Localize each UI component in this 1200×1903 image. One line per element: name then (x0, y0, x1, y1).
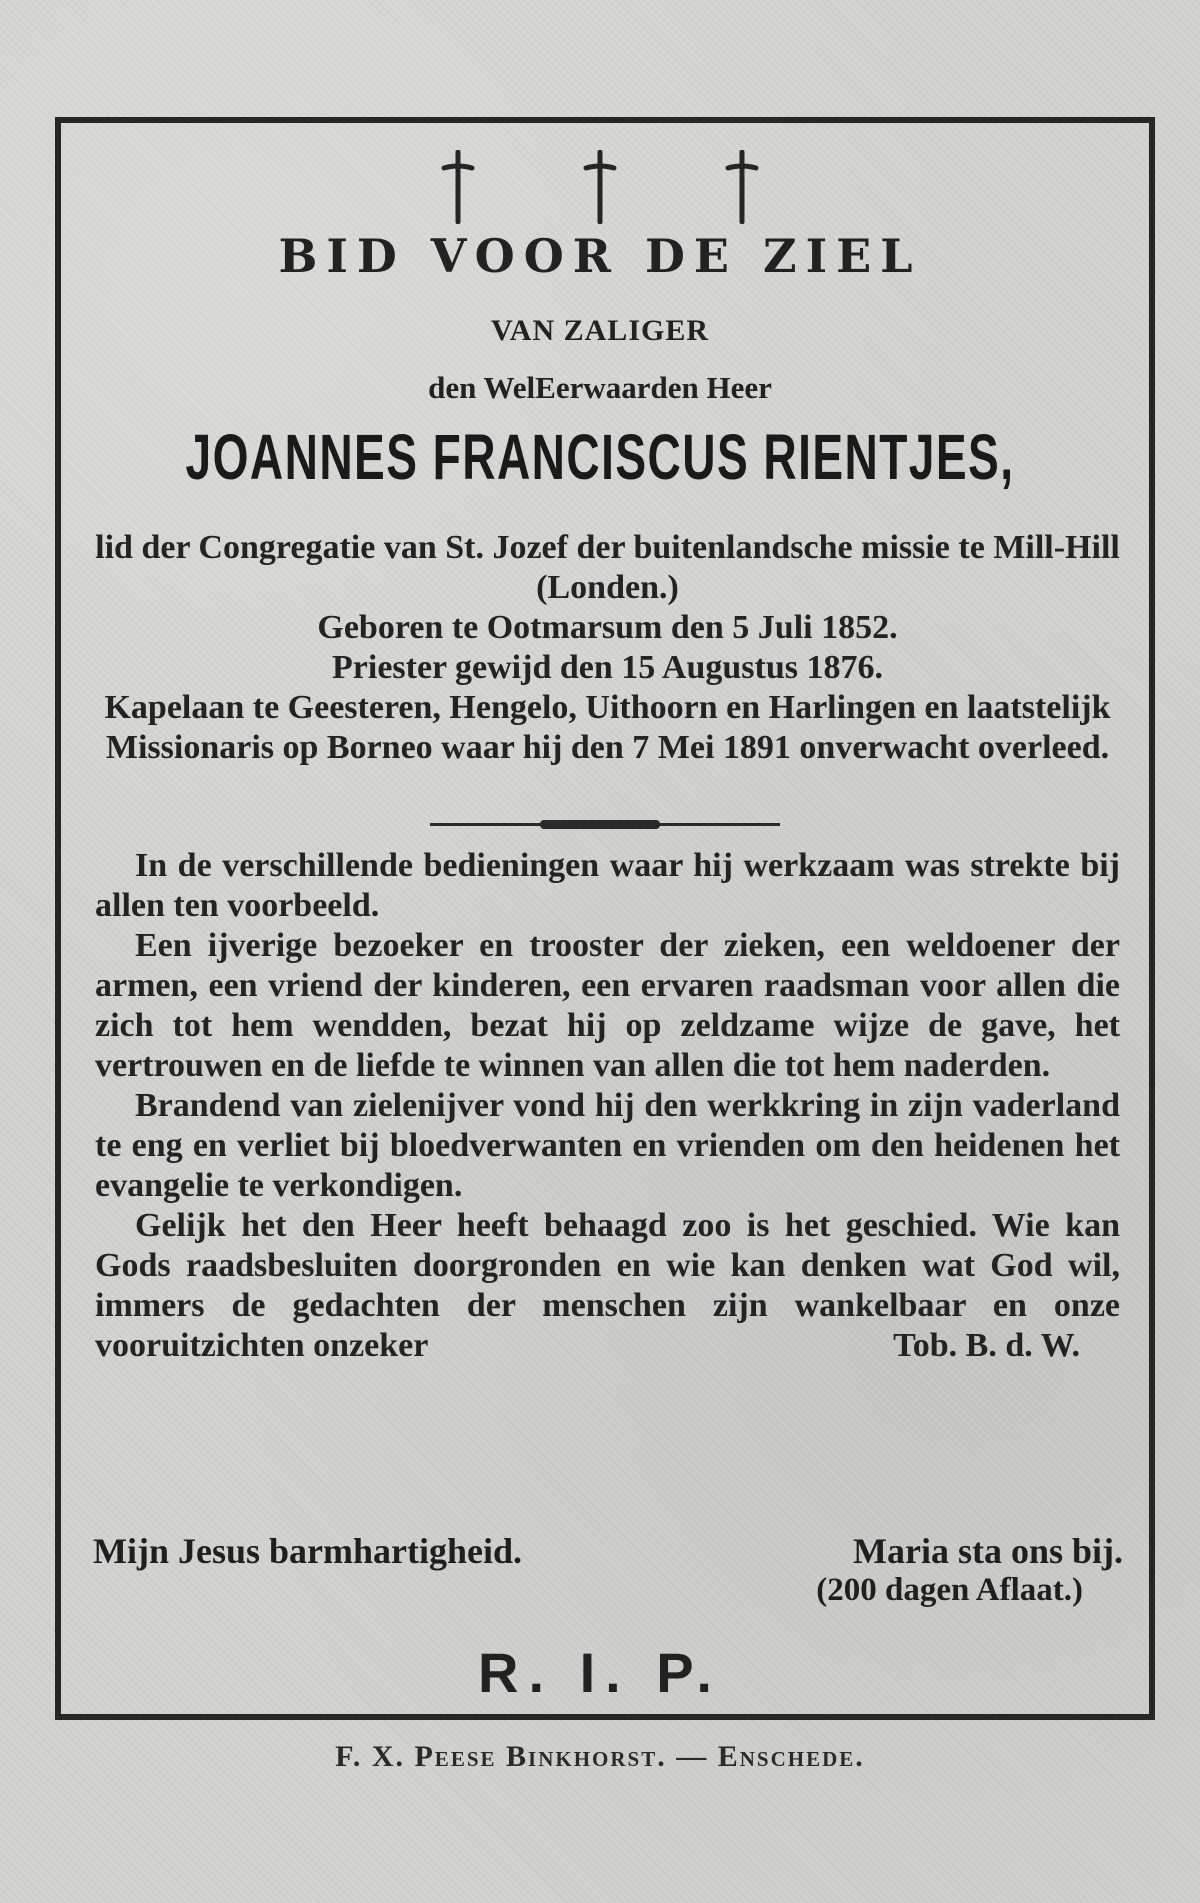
printer-imprint: F. X. Peese Binkhorst. — Enschede. (335, 1740, 865, 1773)
indulgence-note: (200 dagen Aflaat.) (816, 1572, 1083, 1608)
scripture-citation: Tob. B. d. W. (893, 1327, 1080, 1364)
tribute-paragraph: Brandend van zielenijver vond hij den werkkring in zijn vaderland te eng en verliet bij bloedverwanten en vrienden om den heidenen het evangelie te verkondigen. (95, 1087, 1120, 1204)
card-heading: BID VOOR DE ZIEL (278, 229, 922, 283)
tribute-text (95, 846, 1120, 1366)
tribute-paragraph: Een ijverige bezoeker en trooster der zieken, een weldoener der armen, een vriend der kinderen, een ervaren raadsman voor allen die zich tot hem wendden, bezat hij op zeldzame wijze de gave, het vertrouwen en de liefde te winnen van allen die tot hem naderden. (95, 927, 1120, 1084)
tribute-paragraph (95, 1206, 1120, 1366)
honorific: den WelEerwaarden Heer (428, 370, 772, 405)
prayer-maria: Maria sta ons bij. (853, 1531, 1123, 1571)
bio-line: Geboren te Ootmarsum den 5 Juli 1852. (317, 609, 898, 646)
cross-icon (725, 150, 759, 224)
closing-prayers (93, 1530, 1123, 1572)
deceased-name: JOANNES FRANCISCUS RIENTJES, (185, 421, 1015, 493)
tribute-last-text: Gelijk het den Heer heeft behaagd zoo is het geschied. Wie kan Gods raadsbesluiten doorgronden en wie kan denken wat God wil, immers de gedachten der menschen zijn wankelbaar en onze vooruitzichten onzeker (95, 1207, 1120, 1364)
bio-line: Priester gewijd den 15 Augustus 1876. (332, 649, 883, 686)
crosses-row (0, 150, 1200, 224)
cross-icon (583, 150, 617, 224)
rip-text: R. I. P. (478, 1641, 722, 1704)
bio-line: lid der Congregatie van St. Jozef der buitenlandsche missie te Mill-Hill (Londen.) (95, 529, 1120, 606)
bio-line: Kapelaan te Geesteren, Hengelo, Uithoorn en Harlingen en laatstelijk Missionaris op Borneo waar hij den 7 Mei 1891 onverwacht overleed. (104, 689, 1111, 766)
divider-ornament (540, 820, 660, 829)
tribute-paragraph: In de verschillende bedieningen waar hij werkzaam was strekte bij allen ten voorbeeld. (95, 847, 1120, 924)
cross-icon (441, 150, 475, 224)
prayer-jesus: Mijn Jesus barmhartigheid. (93, 1531, 523, 1571)
biography (90, 528, 1125, 768)
subheading: VAN ZALIGER (491, 314, 709, 347)
